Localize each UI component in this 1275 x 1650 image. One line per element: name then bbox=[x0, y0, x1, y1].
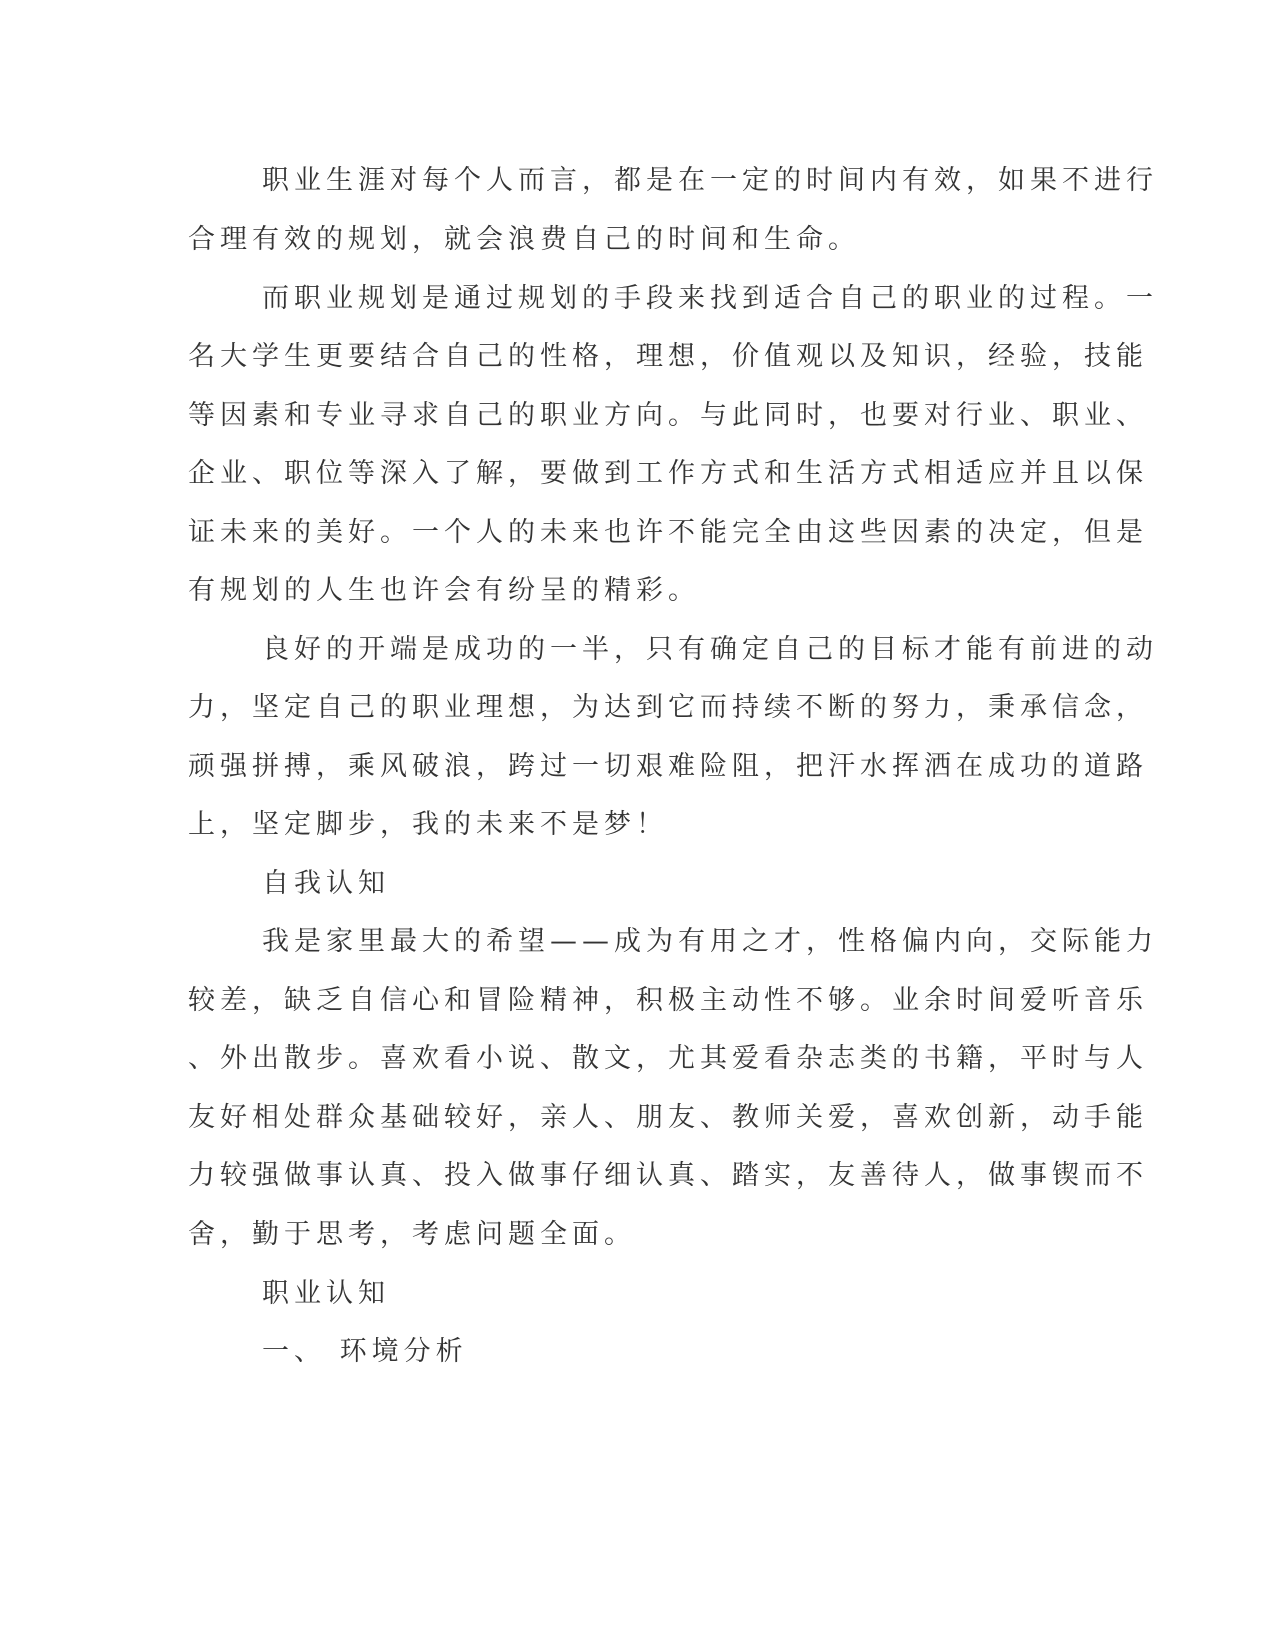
paragraph-1-line-2: 合理有效的规划，就会浪费自己的时间和生命。 bbox=[188, 224, 860, 255]
paragraph-1-line-1: 职业生涯对每个人而言，都是在一定的时间内有效，如果不进行 bbox=[262, 165, 1158, 196]
paragraph-5-line-4: 友好相处群众基础较好，亲人、朋友、教师关爱，喜欢创新，动手能 bbox=[188, 1102, 1148, 1133]
paragraph-3-line-3: 顽强拼搏，乘风破浪，跨过一切艰难险阻，把汗水挥洒在成功的道路 bbox=[188, 751, 1148, 782]
section-heading-self-awareness: 自我认知 bbox=[262, 868, 390, 899]
paragraph-2-line-6: 有规划的人生也许会有纷呈的精彩。 bbox=[188, 575, 700, 606]
paragraph-5-line-3: 、外出散步。喜欢看小说、散文，尤其爱看杂志类的书籍，平时与人 bbox=[188, 1043, 1148, 1074]
paragraph-2-line-2: 名大学生更要结合自己的性格，理想，价值观以及知识，经验，技能 bbox=[188, 341, 1148, 372]
paragraph-3-line-1: 良好的开端是成功的一半，只有确定自己的目标才能有前进的动 bbox=[262, 634, 1158, 665]
paragraph-3-line-2: 力，坚定自己的职业理想，为达到它而持续不断的努力，秉承信念， bbox=[188, 692, 1148, 723]
paragraph-5-line-1: 我是家里最大的希望——成为有用之才，性格偏内向，交际能力 bbox=[262, 926, 1158, 957]
paragraph-3-line-4: 上，坚定脚步，我的未来不是梦！ bbox=[188, 809, 668, 840]
paragraph-2-line-3: 等因素和专业寻求自己的职业方向。与此同时，也要对行业、职业、 bbox=[188, 400, 1148, 431]
paragraph-5-line-6: 舍，勤于思考，考虑问题全面。 bbox=[188, 1219, 636, 1250]
paragraph-5-line-5: 力较强做事认真、投入做事仔细认真、踏实，友善待人，做事锲而不 bbox=[188, 1160, 1148, 1191]
paragraph-2-line-4: 企业、职位等深入了解，要做到工作方式和生活方式相适应并且以保 bbox=[188, 458, 1148, 489]
paragraph-2-line-1: 而职业规划是通过规划的手段来找到适合自己的职业的过程。一 bbox=[262, 283, 1158, 314]
section-heading-career-awareness: 职业认知 bbox=[262, 1278, 390, 1309]
subsection-heading-environment-analysis: 一、 环境分析 bbox=[262, 1336, 468, 1367]
paragraph-5-line-2: 较差，缺乏自信心和冒险精神，积极主动性不够。业余时间爱听音乐 bbox=[188, 985, 1148, 1016]
paragraph-2-line-5: 证未来的美好。一个人的未来也许不能完全由这些因素的决定，但是 bbox=[188, 517, 1148, 548]
